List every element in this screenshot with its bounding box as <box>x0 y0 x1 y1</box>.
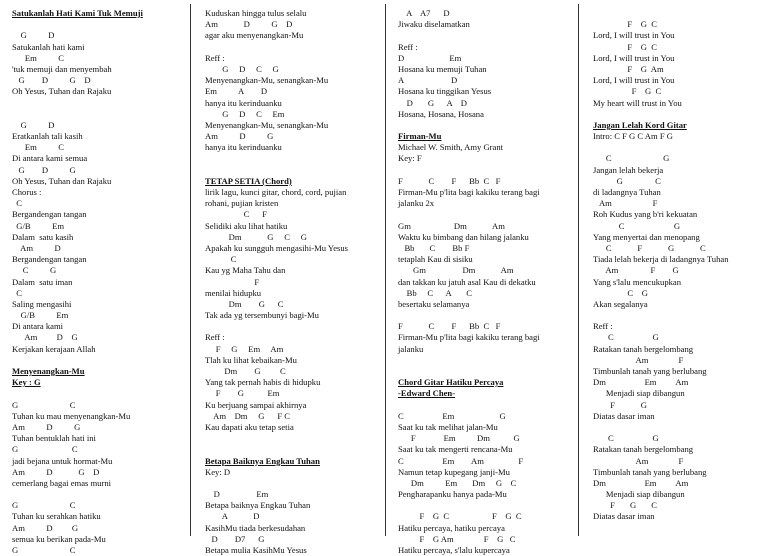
song-line: Em C <box>12 142 65 153</box>
song-line <box>398 165 570 176</box>
song-line <box>12 19 182 30</box>
song-line: F Em Dm G <box>398 433 520 444</box>
text-column-1 <box>12 8 182 555</box>
song-line <box>12 388 182 399</box>
song-line: Yang tak pernah habis di hidupku <box>205 377 321 388</box>
song-line: A D <box>398 75 458 86</box>
song-line: jalanku <box>398 343 424 354</box>
song-line <box>398 209 570 220</box>
song-line: Satukanlah hati kami <box>12 41 85 52</box>
song-line: Firman-Mu p'lita bagi kakiku terang bagi <box>398 187 540 197</box>
song-line: Selidiki aku lihat hatiku <box>205 220 288 231</box>
song-line <box>593 8 763 19</box>
song-line: Lord, I will trust in You <box>593 75 675 86</box>
song-line: dan takkan ku jatuh asal Kau di dekatku <box>398 276 536 287</box>
song-line: Key: D <box>205 466 231 477</box>
song-line: Em C <box>12 52 65 63</box>
song-line: Am F <box>593 198 658 209</box>
song-line: D Em <box>398 52 462 63</box>
song-line: C G <box>593 153 670 164</box>
song-line: C G <box>593 332 659 343</box>
song-line <box>593 109 763 120</box>
song-line: F C F Bb C F <box>398 175 501 186</box>
song-line: D Em <box>205 489 269 500</box>
song-line: C G <box>593 220 681 231</box>
song-line: F G C F G C <box>398 511 522 522</box>
song-line: Am Dm G F C <box>205 410 290 421</box>
song-line: Dalam satu iman <box>12 276 73 287</box>
song-line: Am D G <box>205 131 274 142</box>
song-line: Am D G <box>12 522 79 533</box>
song-line: Waktu ku bimbang dan hilang jalanku <box>398 231 529 242</box>
song-line: F G Em <box>205 388 280 399</box>
song-line: Dalam satu kasih <box>12 231 74 242</box>
song-line <box>205 153 377 164</box>
song-line: G D <box>12 119 55 130</box>
song-line: C G <box>593 433 659 444</box>
column-divider-3 <box>578 4 579 536</box>
song-line: Tuhan ku mau menyenangkan-Mu <box>12 410 131 421</box>
song-line: D D7 G <box>205 533 265 544</box>
song-line: di ladangnya Tuhan <box>593 187 661 197</box>
song-line: F G Em Am <box>205 343 284 354</box>
song-line: semua ku berikan pada-Mu <box>12 533 106 544</box>
song-line <box>593 422 763 433</box>
song-line: C <box>12 287 23 298</box>
song-line: Am D G D <box>205 19 293 30</box>
song-line: menilai hidupku <box>205 287 262 298</box>
song-line: Dm Em Am <box>593 477 689 488</box>
text-column-3 <box>398 8 570 555</box>
song-title: -Edward Chen- <box>398 388 456 399</box>
song-line: Tuhan bentuklah hati ini <box>12 433 96 444</box>
song-title: Jangan Lelah Kord Gitar <box>593 119 687 130</box>
song-line: Jangan lelah bekerja <box>593 164 664 175</box>
song-line: Dm Em Am <box>593 377 689 388</box>
song-line: agar aku menyenangkan-Mu <box>205 30 304 41</box>
song-line: Namun tetap kupegang janji-Mu <box>398 466 510 477</box>
song-line: F G Am <box>593 63 664 74</box>
song-line: C <box>205 254 237 265</box>
song-line: Am F <box>593 455 684 466</box>
song-line: Saat ku tak mengerti rencana-Mu <box>398 444 513 455</box>
song-line: A D <box>205 511 260 522</box>
song-line: Timbunlah tanah yang berlubang <box>593 466 707 477</box>
song-line <box>398 310 570 321</box>
song-line: Bergandengan tangan <box>12 209 87 220</box>
song-line: G D G D <box>12 75 91 86</box>
song-line: Tlah ku lihat kebaikan-Mu <box>205 354 297 365</box>
song-line: Chorus : <box>12 187 42 197</box>
song-line: G C <box>12 444 78 455</box>
song-line: Betapa baiknya Engkau Tuhan <box>205 500 311 511</box>
song-line: Bergandengan tangan <box>12 254 87 265</box>
song-line: cemerlang bagai emas murni <box>12 477 112 488</box>
song-line: jadi bejana untuk hormat-Mu <box>12 455 113 466</box>
song-line: Kuduskan hingga tulus selalu <box>205 8 307 18</box>
song-line <box>12 98 182 109</box>
song-line: F G C <box>593 500 657 511</box>
song-line: Gm Dm Am <box>398 265 514 276</box>
song-line: Am F <box>593 354 684 365</box>
song-title: Menyenangkan-Mu <box>12 366 85 376</box>
song-line: G D C Em <box>205 108 285 119</box>
song-line: Kau dapati aku tetap setia <box>205 421 294 432</box>
song-line: Am D G <box>12 332 78 343</box>
song-line: G C <box>12 545 76 555</box>
song-line: Bb C A C <box>398 287 473 298</box>
song-line: Am D <box>12 242 61 253</box>
song-line: Tiada lelah bekerja di ladangnya Tuhan <box>593 254 729 265</box>
song-line: Jiwaku diselamatkan <box>398 19 470 30</box>
song-line <box>593 142 763 153</box>
song-line: 'tuk memuji dan menyembah <box>12 63 112 74</box>
song-line: F G C <box>593 86 662 97</box>
song-line: Dm G C G <box>205 231 307 242</box>
song-line: Hosana ku memuji Tuhan <box>398 63 487 74</box>
song-line: rohani, pujian kristen <box>205 198 279 209</box>
song-line: F G C <box>593 19 657 30</box>
song-line: besertaku selamanya <box>398 298 470 309</box>
song-line: C G <box>593 287 648 298</box>
song-line: Tak ada yg tersembunyi bagi-Mu <box>205 310 319 321</box>
song-line <box>12 355 182 366</box>
song-line: C F <box>205 209 268 220</box>
song-line: Am D G D <box>12 466 100 477</box>
song-line: G C <box>12 500 76 511</box>
song-line: Lord, I will trust in You <box>593 52 675 63</box>
song-title: Satukanlah Hati Kami Tuk Memuji <box>12 8 143 18</box>
column-divider-1 <box>190 4 191 536</box>
song-line: Kau yg Maha Tahu dan <box>205 265 286 276</box>
song-line: Lord, I will trust in You <box>593 30 675 41</box>
song-line: lirik lagu, kunci gitar, chord, cord, pujian <box>205 187 347 197</box>
song-line: Saling mengasihi <box>12 298 72 309</box>
song-line: Pengharapanku hanya pada-Mu <box>398 489 507 500</box>
song-line <box>398 400 570 411</box>
song-line: C <box>12 198 23 209</box>
song-line <box>398 30 570 41</box>
song-line: hanya itu kerinduanku <box>205 97 282 108</box>
song-line: F G Am F G C <box>398 533 516 544</box>
song-line <box>205 478 377 489</box>
song-line: Gm Dm Am <box>398 220 505 231</box>
song-line: Hosana ku tinggikan Yesus <box>398 86 492 97</box>
song-line: Diatas dasar iman <box>593 511 655 522</box>
song-line <box>12 489 182 500</box>
song-line: G D <box>12 30 55 41</box>
song-line <box>398 120 570 131</box>
song-title: Firman-Mu <box>398 131 442 142</box>
song-line: F <box>205 276 260 287</box>
song-line: My heart will trust in You <box>593 97 682 108</box>
text-column-2 <box>205 8 377 555</box>
song-line: F C F Bb C F <box>398 321 501 332</box>
song-line: G D C G <box>205 63 279 74</box>
song-line: D G A D <box>398 97 467 108</box>
song-line <box>398 355 570 366</box>
song-line: Michael W. Smith, Amy Grant <box>398 142 504 153</box>
song-line: G/B Em <box>12 220 65 231</box>
song-line <box>205 433 377 444</box>
song-line: Diatas dasar iman <box>593 410 655 421</box>
song-line: Menjadi siap dibangun <box>593 489 685 500</box>
song-line: Reff : <box>205 332 225 343</box>
song-line: Saat ku tak melihat jalan-Mu <box>398 421 498 432</box>
song-line: Timbunlah tanah yang berlubang <box>593 366 707 376</box>
song-title: Betapa Baiknya Engkau Tuhan <box>205 455 320 466</box>
song-line: Betapa mulia KasihMu Yesus <box>205 545 307 555</box>
song-line <box>205 42 377 53</box>
song-line: Oh Yesus, Tuhan dan Rajaku <box>12 175 112 186</box>
song-line: Tuhan ku serahkan hatiku <box>12 511 101 522</box>
song-line: G C <box>593 175 661 186</box>
text-column-4 <box>593 8 763 538</box>
song-line <box>205 444 377 455</box>
song-line: Reff : <box>398 41 418 52</box>
song-line: G C <box>12 399 76 410</box>
song-title: Key : G <box>12 377 41 388</box>
song-line: Ku berjuang sampai akhirnya <box>205 399 307 410</box>
song-line: Yang menyertai dan menopang <box>593 231 700 242</box>
song-line <box>398 500 570 511</box>
song-line: Kerjakan kerajaan Allah <box>12 343 96 354</box>
song-line: F G C <box>593 41 657 52</box>
song-line: Di antara kami <box>12 321 64 332</box>
song-line: hanya itu kerinduanku <box>205 142 282 153</box>
song-line <box>398 366 570 377</box>
song-line: Am D G <box>12 421 81 432</box>
song-line: Reff : <box>205 52 225 63</box>
song-line: Hatiku percaya, hatiku percaya <box>398 522 505 533</box>
song-line: Intro: C F G C Am F G <box>593 131 673 142</box>
song-line: C Em Am F <box>398 455 524 466</box>
song-line: Ratakan tanah bergelombang <box>593 444 694 455</box>
song-line: Akan segalanya <box>593 298 648 309</box>
song-line: Am F G <box>593 265 679 276</box>
song-line: Menyenangkan-Mu, senangkan-Mu <box>205 75 329 86</box>
song-line: Dm G C <box>205 298 284 309</box>
song-line: Reff : <box>593 321 613 332</box>
song-line: C G <box>12 265 57 276</box>
song-line: Ratakan tanah bergelombang <box>593 343 694 354</box>
song-line: Bb C Bb F <box>398 242 470 253</box>
song-line: Firman-Mu p'lita bagi kakiku terang bagi <box>398 332 540 343</box>
song-line: Roh Kudus yang b'ri kekuatan <box>593 209 698 220</box>
song-line: Em A D <box>205 86 268 97</box>
song-line: F G <box>593 399 647 410</box>
song-line: Menjadi siap dibangun <box>593 388 685 399</box>
song-line: Apakah ku sungguh mengasihi-Mu Yesus <box>205 242 348 253</box>
song-line: Yang s'lalu mencukupkan <box>593 276 682 287</box>
song-line: Hatiku percaya, s'lalu kupercaya <box>398 545 510 555</box>
song-line: Hosana, Hosana, Hosana <box>398 108 484 119</box>
song-title: Chord Gitar Hatiku Percaya <box>398 377 504 388</box>
column-divider-2 <box>385 4 386 536</box>
song-line: Dm Em Dm G C <box>398 477 517 488</box>
song-line: Oh Yesus, Tuhan dan Rajaku <box>12 86 112 97</box>
song-line <box>205 165 377 176</box>
song-line: KasihMu tiada berkesudahan <box>205 522 306 533</box>
song-title: TETAP SETIA (Chord) <box>205 175 292 186</box>
song-line: C F G C <box>593 242 706 253</box>
song-line: Eratkanlah tali kasih <box>12 131 83 142</box>
song-line: Menyenangkan-Mu, senangkan-Mu <box>205 119 329 130</box>
song-line <box>12 109 182 120</box>
song-line: A A7 D <box>398 8 450 18</box>
song-line: jalanku 2x <box>398 198 435 209</box>
song-line <box>593 310 763 321</box>
song-line: Dm G C <box>205 366 286 376</box>
song-line: Di antara kami semua <box>12 153 88 164</box>
song-line: C Em G <box>398 410 506 421</box>
song-line: tetaplah Kau di sisiku <box>398 254 473 265</box>
song-line: G D G <box>12 164 76 175</box>
song-line <box>205 321 377 332</box>
song-line: G/B Em <box>12 310 69 321</box>
song-line: Key: F <box>398 153 422 164</box>
